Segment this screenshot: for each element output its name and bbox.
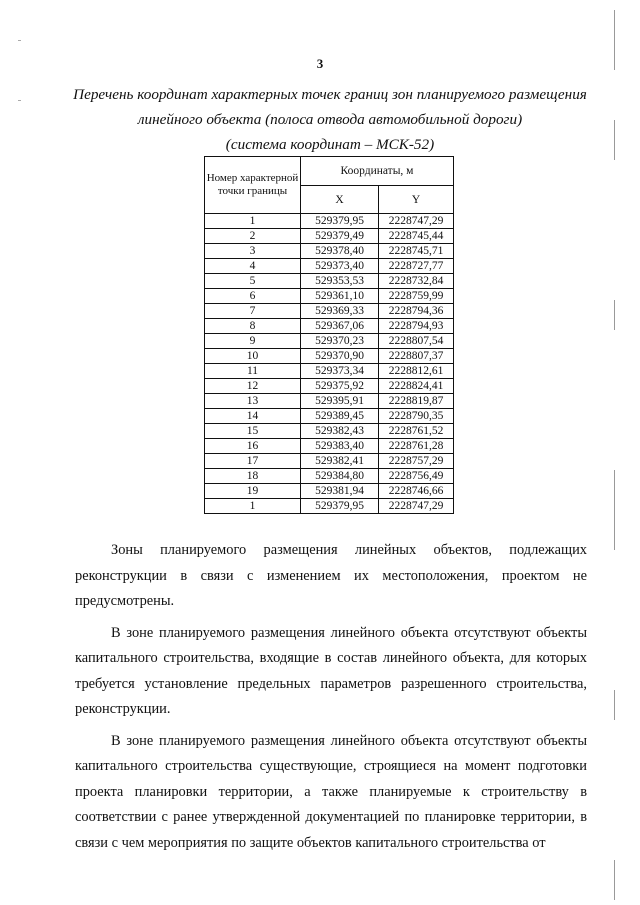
header-y: Y xyxy=(379,186,454,214)
cell-x: 529353,53 xyxy=(301,274,379,289)
table-row xyxy=(205,424,454,439)
table-row xyxy=(205,304,454,319)
cell-x: 529379,95 xyxy=(301,499,379,514)
cell-x: 529370,23 xyxy=(301,334,379,349)
cell-point-number: 3 xyxy=(205,244,301,259)
table-row xyxy=(205,364,454,379)
cell-y: 2228819,87 xyxy=(379,394,454,409)
cell-y: 2228759,99 xyxy=(379,289,454,304)
table-row xyxy=(205,259,454,274)
cell-point-number: 2 xyxy=(205,229,301,244)
cell-y: 2228727,77 xyxy=(379,259,454,274)
cell-y: 2228756,49 xyxy=(379,469,454,484)
table-row xyxy=(205,409,454,424)
scan-mark xyxy=(614,470,615,550)
body-text xyxy=(75,538,587,862)
cell-point-number: 6 xyxy=(205,289,301,304)
cell-y: 2228812,61 xyxy=(379,364,454,379)
cell-x: 529379,49 xyxy=(301,229,379,244)
page-number: 3 xyxy=(316,56,324,71)
title-line-1: Перечень координат характерных точек границ зон планируемого размещения xyxy=(73,86,587,103)
paragraph: В зоне планируемого размещения линейного объекта отсутствуют объекты капитального строительства, входящие в состав линейного объекта, для которых требуется установление предельных параметров разрешенного строительства, реконструкции. xyxy=(75,624,587,717)
cell-y: 2228746,66 xyxy=(379,484,454,499)
cell-x: 529373,34 xyxy=(301,364,379,379)
cell-x: 529389,45 xyxy=(301,409,379,424)
cell-point-number: 16 xyxy=(205,439,301,454)
cell-x: 529367,06 xyxy=(301,319,379,334)
cell-y: 2228747,29 xyxy=(379,499,454,514)
cell-x: 529379,95 xyxy=(301,214,379,229)
cell-point-number: 11 xyxy=(205,364,301,379)
scan-mark xyxy=(614,860,615,900)
coordinates-table-body xyxy=(205,214,454,514)
table-row xyxy=(205,319,454,334)
table-row xyxy=(205,469,454,484)
cell-point-number: 1 xyxy=(205,214,301,229)
scan-mark xyxy=(18,40,21,41)
cell-point-number: 13 xyxy=(205,394,301,409)
cell-y: 2228790,35 xyxy=(379,409,454,424)
cell-point-number: 12 xyxy=(205,379,301,394)
scan-mark xyxy=(614,690,615,720)
cell-x: 529382,41 xyxy=(301,454,379,469)
cell-y: 2228761,52 xyxy=(379,424,454,439)
cell-y: 2228745,71 xyxy=(379,244,454,259)
table-row xyxy=(205,379,454,394)
cell-x: 529382,43 xyxy=(301,424,379,439)
header-point-number: Номер характерной точки границы xyxy=(205,157,301,214)
cell-y: 2228732,84 xyxy=(379,274,454,289)
cell-point-number: 10 xyxy=(205,349,301,364)
cell-x: 529378,40 xyxy=(301,244,379,259)
cell-point-number: 5 xyxy=(205,274,301,289)
header-coordinates: Координаты, м xyxy=(301,157,454,186)
cell-y: 2228761,28 xyxy=(379,439,454,454)
cell-y: 2228757,29 xyxy=(379,454,454,469)
table-row xyxy=(205,274,454,289)
table-row xyxy=(205,214,454,229)
paragraph: В зоне планируемого размещения линейного объекта отсутствуют объекты капитального строительства существующие, строящиеся на момент подготовки проекта планировки территории, а также планируемые к строительству в соответствии с ранее утвержденной документацией по планировке территории, в связи с чем мероприятия по защите объектов капитального строительства от xyxy=(75,732,587,851)
cell-point-number: 14 xyxy=(205,409,301,424)
paragraph: Зоны планируемого размещения линейных объектов, подлежащих реконструкции в связи с изменением их местоположения, проектом не предусмотрены. xyxy=(75,542,587,609)
scan-mark xyxy=(614,10,615,70)
table-row xyxy=(205,484,454,499)
cell-y: 2228794,36 xyxy=(379,304,454,319)
cell-y: 2228745,44 xyxy=(379,229,454,244)
cell-x: 529373,40 xyxy=(301,259,379,274)
scan-margin-marks xyxy=(614,0,634,905)
cell-point-number: 19 xyxy=(205,484,301,499)
cell-y: 2228794,93 xyxy=(379,319,454,334)
cell-x: 529384,80 xyxy=(301,469,379,484)
table-row xyxy=(205,349,454,364)
cell-x: 529381,94 xyxy=(301,484,379,499)
cell-y: 2228824,41 xyxy=(379,379,454,394)
table-row xyxy=(205,334,454,349)
cell-x: 529375,92 xyxy=(301,379,379,394)
scan-mark xyxy=(614,300,615,330)
scan-mark xyxy=(18,100,21,101)
header-x: X xyxy=(301,186,379,214)
table-row xyxy=(205,244,454,259)
table-row xyxy=(205,229,454,244)
table-row xyxy=(205,289,454,304)
table-row xyxy=(205,394,454,409)
table-row xyxy=(205,499,454,514)
cell-point-number: 18 xyxy=(205,469,301,484)
coordinates-table xyxy=(204,156,454,514)
cell-point-number: 15 xyxy=(205,424,301,439)
cell-y: 2228807,54 xyxy=(379,334,454,349)
document-title xyxy=(60,82,600,157)
cell-x: 529383,40 xyxy=(301,439,379,454)
cell-x: 529395,91 xyxy=(301,394,379,409)
cell-point-number: 1 xyxy=(205,499,301,514)
cell-x: 529361,10 xyxy=(301,289,379,304)
table-row xyxy=(205,454,454,469)
cell-point-number: 17 xyxy=(205,454,301,469)
cell-point-number: 7 xyxy=(205,304,301,319)
cell-point-number: 4 xyxy=(205,259,301,274)
cell-x: 529370,90 xyxy=(301,349,379,364)
cell-point-number: 9 xyxy=(205,334,301,349)
cell-y: 2228807,37 xyxy=(379,349,454,364)
scan-mark xyxy=(614,120,615,160)
cell-point-number: 8 xyxy=(205,319,301,334)
table-row xyxy=(205,439,454,454)
title-line-3: (система координат – МСК-52) xyxy=(225,136,435,153)
title-line-2: линейного объекта (полоса отвода автомобильной дороги) xyxy=(137,111,523,128)
cell-x: 529369,33 xyxy=(301,304,379,319)
cell-y: 2228747,29 xyxy=(379,214,454,229)
